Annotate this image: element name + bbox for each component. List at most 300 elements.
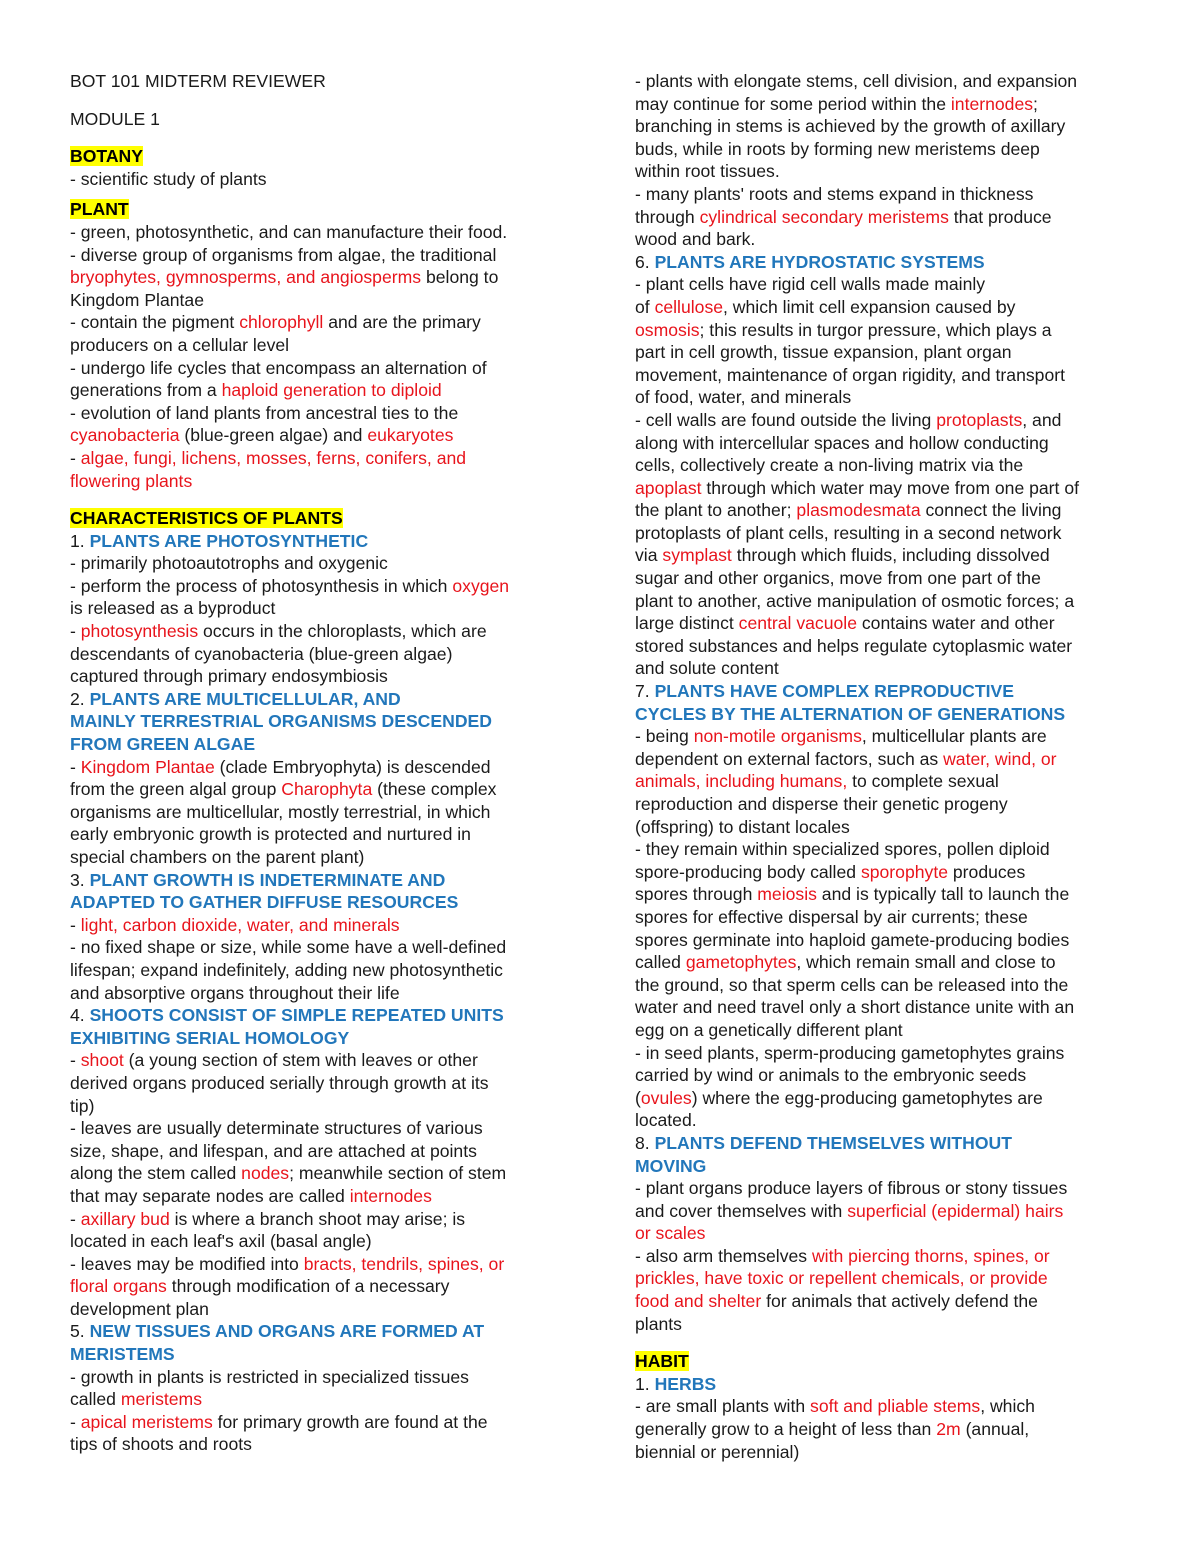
text-line [70, 823, 580, 846]
text-line [635, 748, 1140, 771]
key-term: flowering plants [70, 470, 193, 491]
text-run: 8. [635, 1132, 655, 1153]
text-run: , multicellular plants are [861, 726, 1047, 747]
text-run: - plant cells have rigid cell walls made mainly [635, 274, 986, 295]
text-line [635, 206, 1140, 229]
text-line [635, 1441, 1140, 1464]
subsection-heading [635, 1373, 1140, 1396]
text-line [635, 567, 1140, 590]
key-term: meiosis [757, 884, 817, 905]
text-line [635, 477, 1140, 500]
text-run: within root tissues. [635, 161, 780, 182]
spacer [70, 93, 580, 108]
text-run: - plant organs produce layers of fibrous or stony tissues [635, 1178, 1068, 1199]
text-run: through which fluids, including dissolved [731, 545, 1050, 566]
text-run: the plant to another; [635, 500, 797, 521]
subheading-text: FROM GREEN ALGAE [70, 734, 256, 755]
section-heading [70, 198, 580, 221]
key-term: animals, including humans, [635, 771, 848, 792]
text-line [70, 982, 580, 1005]
text-run: located in each leaf's axil (basal angle) [70, 1231, 372, 1252]
subsection-heading [70, 1004, 580, 1027]
text-run: (annual, [960, 1419, 1030, 1440]
text-line [70, 1140, 580, 1163]
text-run: (these complex [372, 779, 497, 800]
key-term: symplast [662, 545, 732, 566]
text-line [635, 183, 1140, 206]
text-run: ; meanwhile section of stem [289, 1163, 507, 1184]
key-term: plasmodesmata [796, 500, 921, 521]
text-line [70, 447, 580, 470]
subheading-text: HERBS [654, 1373, 717, 1394]
text-run: through which water may move from one part of [701, 477, 1079, 498]
subsection-heading [70, 1343, 580, 1366]
text-run: derived organs produced serially through growth at its [70, 1072, 489, 1093]
text-run: connect the living [920, 500, 1062, 521]
text-run: water and need travel only a short distance unite with an [635, 997, 1075, 1018]
spacer [70, 190, 580, 198]
text-run: 1. [635, 1373, 655, 1394]
key-term: ovules [640, 1087, 692, 1108]
text-line [70, 936, 580, 959]
text-line [635, 1064, 1140, 1087]
subheading-text: PLANTS DEFEND THEMSELVES WITHOUT [654, 1132, 1012, 1153]
text-run: , which remain small and close to [796, 952, 1056, 973]
text-run: - being [635, 726, 694, 747]
text-run: - primarily photoautotrophs and oxygenic [70, 553, 388, 574]
text-line [635, 1313, 1140, 1336]
text-run: 7. [635, 681, 655, 702]
text-run: and are the primary [323, 312, 481, 333]
key-term: bryophytes, gymnosperms, and angiosperms [70, 267, 422, 288]
text-run: through modification of a necessary [166, 1276, 450, 1297]
text-line [70, 334, 580, 357]
text-line [635, 1222, 1140, 1245]
text-run: - [70, 1411, 81, 1432]
text-run: egg on a genetically different plant [635, 1019, 903, 1040]
text-line [70, 1275, 580, 1298]
subheading-text: ADAPTED TO GATHER DIFFUSE RESOURCES [70, 892, 459, 913]
text-line [635, 657, 1140, 680]
text-run: along the stem called [70, 1163, 242, 1184]
text-run: and solute content [635, 658, 779, 679]
text-run: plant to another, active manipulation of osmotic forces; a [635, 590, 1075, 611]
text-line [635, 1395, 1140, 1418]
key-term: cylindrical secondary meristems [699, 206, 949, 227]
highlighted-heading: BOTANY [70, 146, 143, 167]
text-run: - [70, 914, 81, 935]
text-run: - [70, 1208, 81, 1229]
text-run: - green, photosynthetic, and can manufacture their food. [70, 221, 508, 242]
text-run: generations from a [70, 380, 222, 401]
text-line [635, 1042, 1140, 1065]
spacer [635, 1335, 1140, 1350]
text-run: spores germinate into haploid gamete-producing bodies [635, 929, 1070, 950]
subheading-text: NEW TISSUES AND ORGANS ARE FORMED AT [89, 1321, 485, 1342]
text-run: located. [635, 1110, 697, 1131]
key-term: non-motile organisms [693, 726, 862, 747]
text-line [635, 454, 1140, 477]
text-run: 1. [70, 530, 90, 551]
text-line [70, 1433, 580, 1456]
text-run: lifespan; expand indefinitely, adding new photosynthetic [70, 959, 503, 980]
text-line [70, 575, 580, 598]
text-run: spores through [635, 884, 758, 905]
text-run: , which [980, 1396, 1035, 1417]
left-column [70, 70, 580, 1456]
text-line [635, 996, 1140, 1019]
key-term: floral organs [70, 1276, 167, 1297]
spacer [70, 130, 580, 145]
text-run: called [70, 1389, 121, 1410]
text-line [635, 273, 1140, 296]
text-line [635, 1418, 1140, 1441]
section-heading [70, 507, 580, 530]
highlighted-heading: CHARACTERISTICS OF PLANTS [70, 508, 343, 529]
key-term: haploid generation to diploid [221, 380, 442, 401]
subsection-heading [70, 1320, 580, 1343]
text-line [70, 70, 580, 93]
text-line [70, 168, 580, 191]
text-run: for primary growth are found at the [212, 1411, 488, 1432]
text-run: - leaves are usually determinate structures of various [70, 1118, 483, 1139]
text-run: cells, collectively create a non-living matrix via the [635, 455, 1024, 476]
text-run: large distinct [635, 613, 739, 634]
subheading-text: MOVING [635, 1155, 707, 1176]
text-run: that may separate nodes are called [70, 1185, 350, 1206]
text-line [635, 544, 1140, 567]
text-run: and is typically tall to launch the [816, 884, 1070, 905]
text-line [635, 1290, 1140, 1313]
key-term: cyanobacteria [70, 425, 180, 446]
subsection-heading [70, 733, 580, 756]
text-line [635, 770, 1140, 793]
subsection-heading [635, 251, 1140, 274]
subsection-heading [70, 1027, 580, 1050]
text-line [635, 929, 1140, 952]
text-run: plants [635, 1313, 682, 1334]
text-line [70, 1208, 580, 1231]
key-term: protoplasts [936, 409, 1023, 430]
subheading-text: PLANTS HAVE COMPLEX REPRODUCTIVE [654, 681, 1014, 702]
text-line [635, 386, 1140, 409]
text-run: size, shape, and lifespan, and are attached at points [70, 1140, 477, 1161]
text-run: reproduction and disperse their genetic progeny [635, 794, 1008, 814]
text-run: (a young section of stem with leaves or other [123, 1050, 478, 1071]
text-run: buds, while in roots by forming new meristems deep [635, 138, 1040, 159]
text-run: 4. [70, 1005, 90, 1026]
text-line [635, 816, 1140, 839]
text-run: and absorptive organs throughout their life [70, 982, 400, 1003]
key-term: food and shelter [635, 1291, 762, 1312]
key-term: internodes [349, 1185, 432, 1206]
text-run: movement, maintenance of organ rigidity, and transport [635, 364, 1065, 385]
text-run: producers on a cellular level [70, 334, 290, 355]
text-run: MODULE 1 [70, 108, 160, 129]
text-run: - [70, 621, 81, 642]
text-run: through [635, 206, 700, 227]
subheading-text: MERISTEMS [70, 1344, 175, 1365]
subsection-heading [635, 1155, 1140, 1178]
subheading-text: CYCLES BY THE ALTERNATION OF GENERATIONS [635, 703, 1066, 724]
text-line [635, 499, 1140, 522]
text-line [70, 470, 580, 493]
text-run: (blue-green algae) and [179, 425, 368, 446]
subsection-heading [635, 1132, 1140, 1155]
subheading-text: SHOOTS CONSIST OF SIMPLE REPEATED UNITS [89, 1005, 504, 1026]
key-term: internodes [950, 93, 1034, 114]
text-line [70, 778, 580, 801]
subheading-text: EXHIBITING SERIAL HOMOLOGY [70, 1027, 350, 1048]
text-line [635, 228, 1140, 251]
key-term: axillary bud [80, 1208, 170, 1229]
text-line [70, 1298, 580, 1321]
text-line [70, 108, 580, 131]
key-term: osmosis [635, 319, 700, 340]
subheading-text: PLANTS ARE PHOTOSYNTHETIC [89, 530, 369, 551]
text-run: - [70, 1050, 81, 1071]
text-line [70, 1230, 580, 1253]
text-line [635, 432, 1140, 455]
text-run: generally grow to a height of less than [635, 1419, 937, 1440]
key-term: water, wind, or [943, 748, 1057, 769]
text-run: 3. [70, 869, 90, 890]
text-line [635, 1245, 1140, 1268]
text-run: of food, water, and minerals [635, 387, 852, 408]
text-line [635, 725, 1140, 748]
text-line [635, 522, 1140, 545]
text-line [635, 1019, 1140, 1042]
text-run: - they remain within specialized spores, pollen diploid [635, 839, 1050, 860]
text-run: stored substances and helps regulate cytoplasmic water [635, 635, 1073, 656]
text-run: branching in stems is achieved by the growth of axillary [635, 116, 1066, 137]
text-run: - plants with elongate stems, cell division, and expansion [635, 71, 1078, 91]
text-line [70, 643, 580, 666]
text-run: descendants of cyanobacteria (blue-green algae) [70, 643, 453, 664]
subsection-heading [70, 710, 580, 733]
subsection-heading [635, 680, 1140, 703]
text-run: - undergo life cycles that encompass an alternation of [70, 357, 487, 378]
key-term: Kingdom Plantae [80, 756, 215, 777]
text-run: , and [1022, 409, 1062, 430]
text-line [70, 289, 580, 312]
text-run: from the green algal group [70, 779, 282, 800]
key-term: algae, fungi, lichens, mosses, ferns, conifers, and [80, 447, 467, 468]
section-heading [70, 145, 580, 168]
text-line [70, 620, 580, 643]
text-line [70, 756, 580, 779]
key-term: prickles, have toxic or repellent chemicals, or provide [635, 1268, 1048, 1289]
text-line [635, 974, 1140, 997]
text-run: the ground, so that sperm cells can be released into the [635, 974, 1069, 995]
key-term: nodes [241, 1163, 290, 1184]
text-run: part in cell growth, tissue expansion, plant organ [635, 342, 1012, 363]
text-line [70, 1095, 580, 1118]
text-line [70, 1388, 580, 1411]
key-term: central vacuole [738, 613, 857, 634]
text-run: is where a branch shoot may arise; is [169, 1208, 466, 1229]
text-line [635, 364, 1140, 387]
text-run: - diverse group of organisms from algae, the traditional [70, 244, 497, 265]
key-term: or scales [635, 1223, 706, 1244]
text-line [70, 1411, 580, 1434]
text-run: dependent on external factors, such as [635, 748, 944, 769]
text-run: to complete sexual [847, 771, 999, 792]
text-line [635, 635, 1140, 658]
text-line [635, 296, 1140, 319]
text-run: via [635, 545, 663, 566]
text-line [70, 244, 580, 267]
text-line [635, 590, 1140, 613]
text-run: occurs in the chloroplasts, which are [198, 621, 487, 642]
text-run: early embryonic growth is protected and nurtured in [70, 824, 471, 845]
section-heading [635, 1350, 1140, 1373]
text-line [70, 1253, 580, 1276]
text-line [635, 861, 1140, 884]
key-term: bracts, tendrils, spines, or [303, 1253, 505, 1274]
spacer [70, 492, 580, 507]
text-run: BOT 101 MIDTERM REVIEWER [70, 71, 326, 91]
text-line [635, 160, 1140, 183]
text-run: may continue for some period within the [635, 93, 951, 114]
text-run: captured through primary endosymbiosis [70, 666, 388, 687]
subheading-text: PLANTS ARE MULTICELLULAR, AND [89, 688, 401, 709]
text-line [635, 70, 1140, 93]
text-run: 2. [70, 688, 90, 709]
text-line [635, 1200, 1140, 1223]
key-term: apical meristems [80, 1411, 213, 1432]
text-run: tips of shoots and roots [70, 1434, 252, 1455]
text-line [70, 1185, 580, 1208]
text-line [635, 319, 1140, 342]
text-line [70, 311, 580, 334]
key-term: 2m [936, 1419, 961, 1440]
text-run: biennial or perennial) [635, 1441, 800, 1462]
text-run: called [635, 952, 686, 973]
text-run: ; this results in turgor pressure, which plays a [699, 319, 1052, 340]
key-term: superficial (epidermal) hairs [847, 1200, 1064, 1221]
text-line [70, 221, 580, 244]
subsection-heading [70, 869, 580, 892]
text-run: - no fixed shape or size, while some have a well-defined [70, 937, 507, 958]
text-line [70, 846, 580, 869]
text-run: is released as a byproduct [70, 598, 276, 619]
text-line [635, 93, 1140, 116]
text-run: ) where the egg-producing gametophytes are [691, 1087, 1043, 1108]
text-line [635, 409, 1140, 432]
subsection-heading [635, 703, 1140, 726]
key-term: eukaryotes [367, 425, 454, 446]
subsection-heading [70, 688, 580, 711]
key-term: with piercing thorns, spines, or [811, 1245, 1050, 1266]
text-line [635, 793, 1140, 816]
text-line [70, 357, 580, 380]
text-run: tip) [70, 1095, 95, 1116]
text-run: - are small plants with [635, 1396, 811, 1417]
text-line [70, 1072, 580, 1095]
text-line [70, 1049, 580, 1072]
text-run: - leaves may be modified into [70, 1253, 304, 1274]
subsection-heading [70, 891, 580, 914]
text-run: 6. [635, 251, 655, 272]
text-line [70, 266, 580, 289]
text-line [70, 959, 580, 982]
key-term: cellulose [654, 296, 724, 317]
text-run: Kingdom Plantae [70, 289, 204, 310]
text-line [635, 1177, 1140, 1200]
text-line [635, 838, 1140, 861]
text-line [635, 115, 1140, 138]
text-run: - also arm themselves [635, 1245, 812, 1266]
subheading-text: PLANTS ARE HYDROSTATIC SYSTEMS [654, 251, 985, 272]
key-term: light, carbon dioxide, water, and minerals [80, 914, 400, 935]
text-line [70, 552, 580, 575]
text-run: produces [948, 861, 1026, 882]
text-run: , which limit cell expansion caused by [723, 296, 1016, 317]
text-run: - evolution of land plants from ancestral ties to the [70, 402, 459, 423]
text-line [70, 424, 580, 447]
text-run: (offspring) to distant locales [635, 816, 850, 837]
key-term: soft and pliable stems [810, 1396, 981, 1417]
text-run: - [70, 447, 81, 468]
text-run: - cell walls are found outside the living [635, 409, 937, 430]
text-line [635, 138, 1140, 161]
text-line [635, 906, 1140, 929]
text-run: for animals that actively defend the [761, 1291, 1038, 1312]
text-run: that produce [948, 206, 1052, 227]
key-term: Charophyta [281, 779, 373, 800]
text-line [635, 883, 1140, 906]
text-line [70, 597, 580, 620]
text-line [635, 1109, 1140, 1132]
text-run: development plan [70, 1298, 209, 1319]
key-term: chlorophyll [239, 312, 324, 333]
text-run: ; [1033, 93, 1038, 114]
text-run: sugar and other organics, move from one part of the [635, 568, 1041, 589]
text-line [70, 801, 580, 824]
text-line [70, 1117, 580, 1140]
text-run: organisms are multicellular, mostly terrestrial, in which [70, 801, 491, 822]
right-column [635, 70, 1140, 1463]
text-run: - many plants' roots and stems expand in thickness [635, 183, 1034, 204]
text-line [70, 1162, 580, 1185]
text-line [70, 1366, 580, 1389]
text-run: - in seed plants, sperm-producing gametophytes grains [635, 1042, 1065, 1063]
subheading-text: PLANT GROWTH IS INDETERMINATE AND [89, 869, 446, 890]
key-term: photosynthesis [80, 621, 199, 642]
text-run: spore-producing body called [635, 861, 861, 882]
text-run: - perform the process of photosynthesis in which [70, 575, 453, 596]
text-line [635, 341, 1140, 364]
key-term: meristems [120, 1389, 202, 1410]
text-line [635, 1087, 1140, 1110]
key-term: oxygen [452, 575, 510, 596]
text-run: - scientific study of plants [70, 168, 267, 189]
text-line [70, 914, 580, 937]
text-run: and cover themselves with [635, 1200, 848, 1221]
text-run: - contain the pigment [70, 312, 240, 333]
subheading-text: MAINLY TERRESTRIAL ORGANISMS DESCENDED [70, 711, 492, 732]
key-term: gametophytes [685, 952, 797, 973]
text-run: belong to [421, 267, 499, 288]
text-line [635, 1267, 1140, 1290]
text-line [70, 379, 580, 402]
text-run: contains water and other [857, 613, 1055, 634]
highlighted-heading: PLANT [70, 199, 129, 220]
text-run: - growth in plants is restricted in specialized tissues [70, 1366, 469, 1387]
text-line [70, 402, 580, 425]
text-run: ( [635, 1087, 641, 1108]
